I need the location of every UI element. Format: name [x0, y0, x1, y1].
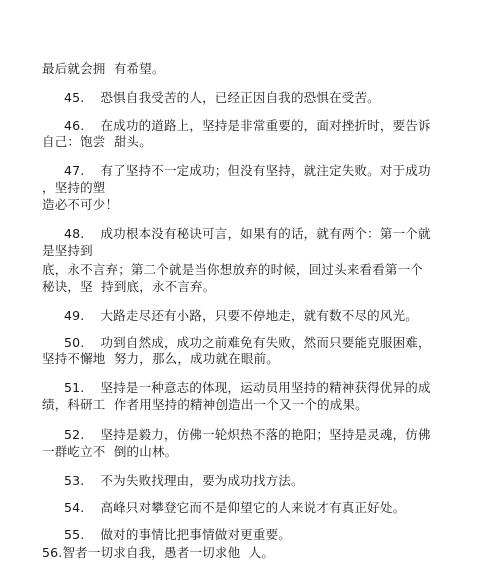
item-number: 56. [42, 545, 63, 560]
item-text: 坚持是一种意志的体现，运动员用坚持的精神获得优异的成 [100, 380, 431, 395]
numbered-item [42, 500, 405, 516]
item-number: 49. [64, 308, 85, 323]
item-number: 55. [64, 527, 85, 542]
numbered-item [42, 527, 291, 543]
item-text: 高峰只对攀登它而不是仰望它的人来说才有真正好处。 [100, 500, 406, 515]
item-text: 大路走尽还有小路，只要不停地走，就有数不尽的风光。 [100, 308, 418, 323]
item-text: 有了坚持不一定成功；但没有坚持，就注定失败。对于成功 [100, 163, 431, 178]
item-text: 成功根本没有秘诀可言，如果有的话，就有两个：第一个就 [100, 226, 431, 241]
text-line: 最后就会拥 有希望。 [42, 61, 165, 76]
item-text: 功到自然成，成功之前难免有失败，然而只要能克服困难， [100, 335, 431, 350]
item-number: 52. [64, 427, 85, 442]
text-line: 底，永不言弃；第二个就是当你想放弃的时候，回过头来看看第一个 [42, 262, 424, 277]
item-text: 恐惧自我受苦的人，已经正因自我的恐惧在受苦。 [100, 90, 380, 105]
item-number: 48. [64, 226, 85, 241]
numbered-item [42, 335, 431, 351]
numbered-item [42, 118, 431, 134]
item-number: 47. [64, 163, 85, 178]
item-text: 做对的事情比把事情做对更重要。 [100, 527, 291, 542]
item-number: 54. [64, 500, 85, 515]
item-text: 不为失败找理由，要为成功找方法。 [100, 473, 304, 488]
numbered-item [42, 473, 304, 489]
text-line: ，坚持的塑 [42, 180, 106, 195]
text-line: 绩，科研工 作者用坚持的精神创造出一个又一个的成果。 [42, 397, 368, 412]
item-number: 45. [64, 90, 85, 105]
numbered-item [42, 308, 418, 324]
text-line: 秘诀，坚 持到底，永不言弃。 [42, 279, 216, 294]
numbered-item [42, 427, 431, 443]
text-line: 造必不可少！ [42, 197, 119, 212]
item-number: 46. [64, 118, 85, 133]
item-text: 在成功的道路上，坚持是非常重要的，面对挫折时，要告诉 [100, 118, 431, 133]
text-line: 自己：饱尝 甜头。 [42, 134, 152, 149]
text-line: 一群屹立不 倒的山林。 [42, 444, 178, 459]
text-line: 是坚持到 [42, 243, 93, 258]
text-line: 坚持不懈地 努力，那么，成功就在眼前。 [42, 351, 279, 366]
item-text: 坚持是毅力，仿佛一轮炽热不落的艳阳；坚持是灵魂，仿佛 [100, 427, 431, 442]
numbered-item [42, 90, 380, 106]
item-number: 50. [64, 335, 85, 350]
numbered-item [42, 163, 431, 179]
numbered-item [42, 545, 274, 561]
numbered-item [42, 380, 431, 396]
numbered-item [42, 226, 431, 242]
item-number: 53. [64, 473, 85, 488]
item-text: 智者一切求自我，愚者一切求他 人。 [62, 545, 275, 560]
item-number: 51. [64, 380, 85, 395]
